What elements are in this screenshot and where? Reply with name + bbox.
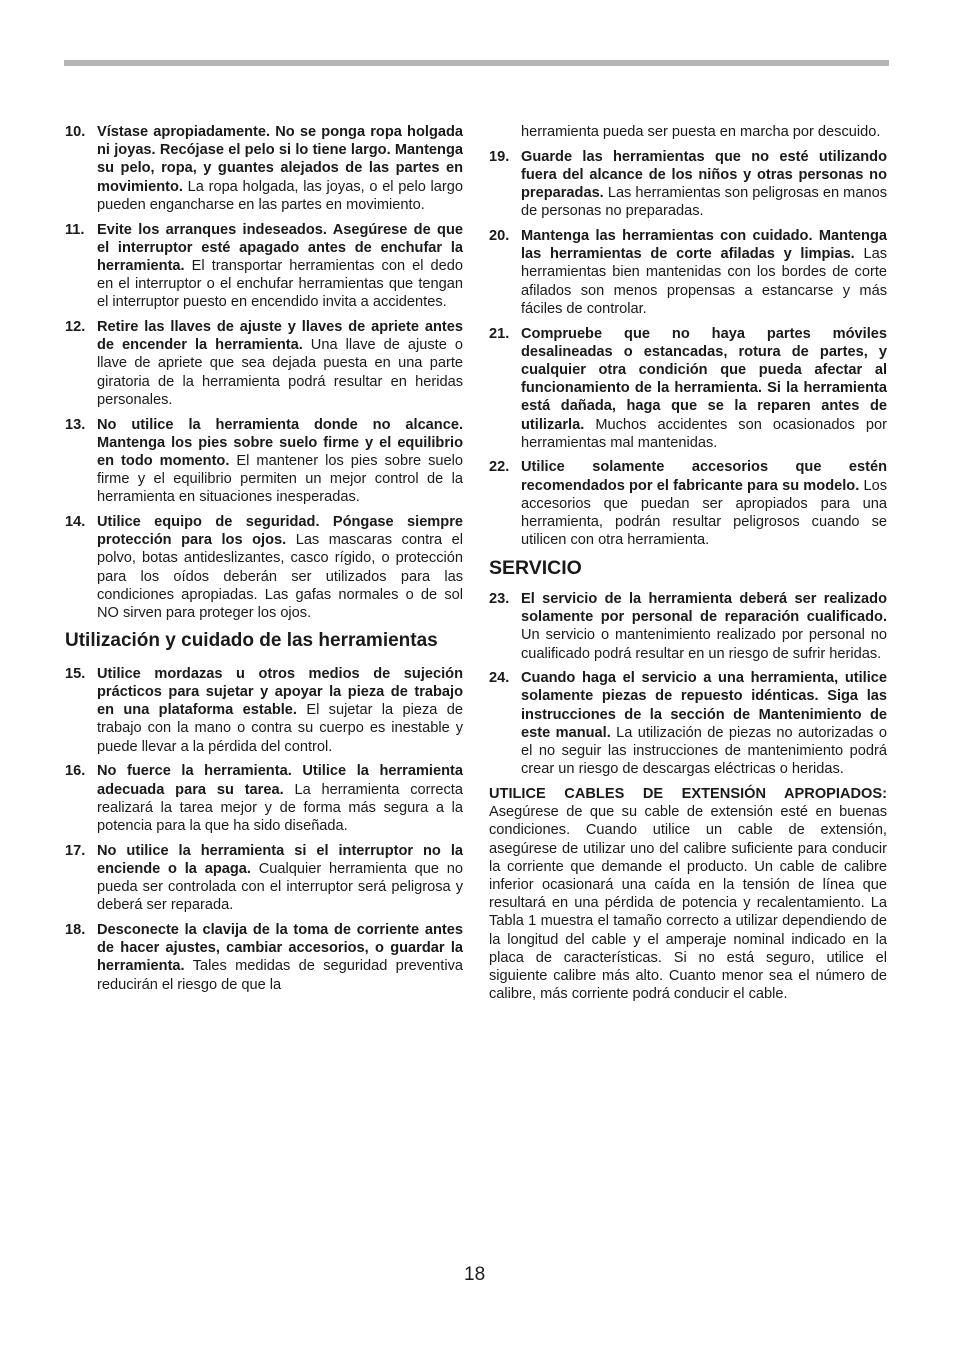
item-text: La utilización de piezas no autorizadas o el no seguir las instrucciones de mantenimiento podrá crear un riesgo de descargas eléctricas o heridas. <box>521 724 887 778</box>
list-item <box>489 148 887 221</box>
item-number: 10. <box>65 124 86 140</box>
item-bold-text: No fuerce la herramienta. Utilice la herramienta adecuada para su tarea. <box>97 763 463 798</box>
item-bold-text: Vístase apropiadamente. No se ponga ropa holgada ni joyas. Recójase el pelo si lo tiene largo. Mantenga su pelo, ropa, y guantes alejados de las partes en movimiento. <box>97 124 463 195</box>
item-number: 15. <box>65 665 86 682</box>
list-item <box>65 665 463 756</box>
list-item <box>65 762 463 835</box>
item-text: Muchos accidentes son ocasionados por herramientas mal mantenidas. <box>521 416 887 451</box>
left-item-list <box>65 123 463 622</box>
top-rule <box>64 60 889 66</box>
list-item <box>65 416 463 507</box>
right-item-list <box>489 148 887 550</box>
item-text: El mantener los pies sobre suelo firme y el equilibrio permiten un mejor control de la herramienta en situaciones inesperadas. <box>97 452 463 506</box>
item-text: Tales medidas de seguridad preventiva reducirán el riesgo de que la <box>97 958 463 993</box>
item-number: 22. <box>489 459 510 476</box>
item-bold-text: No utilice la herramienta si el interruptor no la enciende o la apaga. <box>97 842 463 877</box>
section-heading: Utilización y cuidado de las herramientas <box>65 629 438 651</box>
list-item <box>489 325 887 452</box>
item-bold-text: Mantenga las herramientas con cuidado. Mantenga las herramientas de corte afiladas y limpias. <box>521 228 887 263</box>
item-number: 19. <box>489 148 510 165</box>
item-text: El transportar herramientas con el dedo en el interruptor o el enchufar herramientas que tengan el interruptor puesto en encendido invita a accidentes. <box>97 257 463 311</box>
item-number: 12. <box>65 319 86 336</box>
item-bold-text: El servicio de la herramienta deberá ser realizado solamente por personal de reparación cualificado. <box>521 590 887 626</box>
item-text: Una llave de ajuste o llave de apriete que sea dejada puesta en una parte giratoria de la herramienta podrá resultar en heridas personales. <box>97 337 463 408</box>
list-item <box>489 590 887 663</box>
list-item <box>65 513 463 622</box>
item-number: 23. <box>489 590 510 607</box>
list-item <box>489 669 887 778</box>
item-text: El sujetar la pieza de trabajo con la mano o contra su cuerpo es inestable y puede llevar a la pérdida del control. <box>97 702 463 755</box>
servicio-item-list <box>489 590 887 779</box>
item-bold-text: Utilice equipo de seguridad. Póngase siempre protección para los ojos. <box>97 514 463 549</box>
item-bold-text: Retire las llaves de ajuste y llaves de apriete antes de encender la herramienta. <box>97 319 463 354</box>
left-item-list-2 <box>65 665 463 994</box>
item-number: 24. <box>489 670 510 687</box>
item-number: 13. <box>65 416 86 433</box>
item-text: Las herramientas bien mantenidas con los bordes de corte afilados son menos propensas a estancarse y más fáciles de controlar. <box>521 246 887 317</box>
item-bold-text: Utilice solamente accesorios que estén recomendados por el fabricante para su modelo. <box>521 459 887 494</box>
servicio-heading: SERVICIO <box>489 556 582 579</box>
cables-text: Asegúrese de que su cable de extensión esté en buenas condiciones. Cuando utilice un cable de extensión, asegúrese de utilizar uno del calibre suficiente para conducir la corriente que demande el producto. Un cable de calibre inferior ocasionará una caída en la tensión de línea que resultará en una pérdida de potencia y recalentamiento. La Tabla 1 muestra el tamaño correcto a utilizar dependiendo de la longitud del cable y el amperaje nominal indicado en la placa de características. Si no está seguro, utilice el siguiente calibre más alto. Cuanto menor sea el número de calibre, más corriente podrá conducir el cable. <box>489 804 887 1003</box>
list-item <box>65 842 463 915</box>
item-text: La herramienta correcta realizará la tarea mejor y de forma más segura a la potencia para la que ha sido diseñada. <box>97 781 463 834</box>
cables-heading: UTILICE CABLES DE EXTENSIÓN APROPIADOS: <box>489 786 887 802</box>
item-text: Un servicio o mantenimiento realizado por personal no cualificado podrá resultar en un riesgo de sufrir heridas. <box>521 627 887 662</box>
left-column <box>65 123 463 1000</box>
item-text: La ropa holgada, las joyas, o el pelo largo pueden engancharse en las partes en movimiento. <box>97 178 463 213</box>
item-bold-text: Utilice mordazas u otros medios de sujeción prácticos para sujetar y apoyar la pieza de trabajo en una plataforma estable. <box>97 665 463 719</box>
list-item <box>489 227 887 318</box>
item-number: 11. <box>65 221 85 238</box>
list-item <box>489 458 887 549</box>
item-number: 14. <box>65 514 86 531</box>
item-bold-text: Cuando haga el servicio a una herramienta, utilice solamente piezas de repuesto idénticas. Siga las instrucciones de la sección de Mantenimiento de este manual. <box>521 670 887 741</box>
item-bold-text: No utilice la herramienta donde no alcance. Mantenga los pies sobre suelo firme y el equilibrio en todo momento. <box>97 416 463 469</box>
item-number: 21. <box>489 325 510 342</box>
item-number: 20. <box>489 228 510 245</box>
cables-paragraph <box>489 785 887 1003</box>
item-text: Cualquier herramienta que no pueda ser controlada con el interruptor será peligrosa y deberá ser reparada. <box>97 860 463 914</box>
right-column <box>489 123 887 1003</box>
item-bold-text: Evite los arranques indeseados. Asegúrese de que el interruptor esté apagado antes de enchufar la herramienta. <box>97 221 463 274</box>
item-number: 16. <box>65 763 86 780</box>
item-continuation: herramienta pueda ser puesta en marcha por descuido. <box>521 124 881 140</box>
list-item <box>65 921 463 994</box>
item-bold-text: Compruebe que no haya partes móviles desalineadas o estancadas, rotura de partes, y cualquier otra condición que pueda afectar al funcionamiento de la herramienta. Si la herramienta está dañada, haga que se la reparen antes de utilizarla. <box>521 325 887 433</box>
item-number: 17. <box>65 842 86 859</box>
list-item <box>65 123 463 214</box>
item-bold-text: Desconecte la clavija de la toma de corriente antes de hacer ajustes, cambiar accesorios, o guardar la herramienta. <box>97 921 463 975</box>
page-number: 18 <box>464 1264 486 1285</box>
item-text: Las mascaras contra el polvo, botas antideslizantes, casco rígido, o protección para los oídos deberán ser utilizados para las condiciones apropiadas. Las gafas normales o de sol NO sirven para proteger los ojos. <box>97 532 463 622</box>
list-item <box>65 221 463 312</box>
item-number: 18. <box>65 921 86 938</box>
item-text: Los accesorios que puedan ser apropiados para una herramienta, podrán resultar peligrosos cuando se utilicen con otra herramienta. <box>521 477 887 549</box>
item-text: Las herramientas son peligrosas en manos de personas no preparadas. <box>521 185 887 220</box>
item-bold-text: Guarde las herramientas que no esté utilizando fuera del alcance de los niños y otras personas no preparadas. <box>521 148 887 202</box>
list-item <box>65 318 463 409</box>
